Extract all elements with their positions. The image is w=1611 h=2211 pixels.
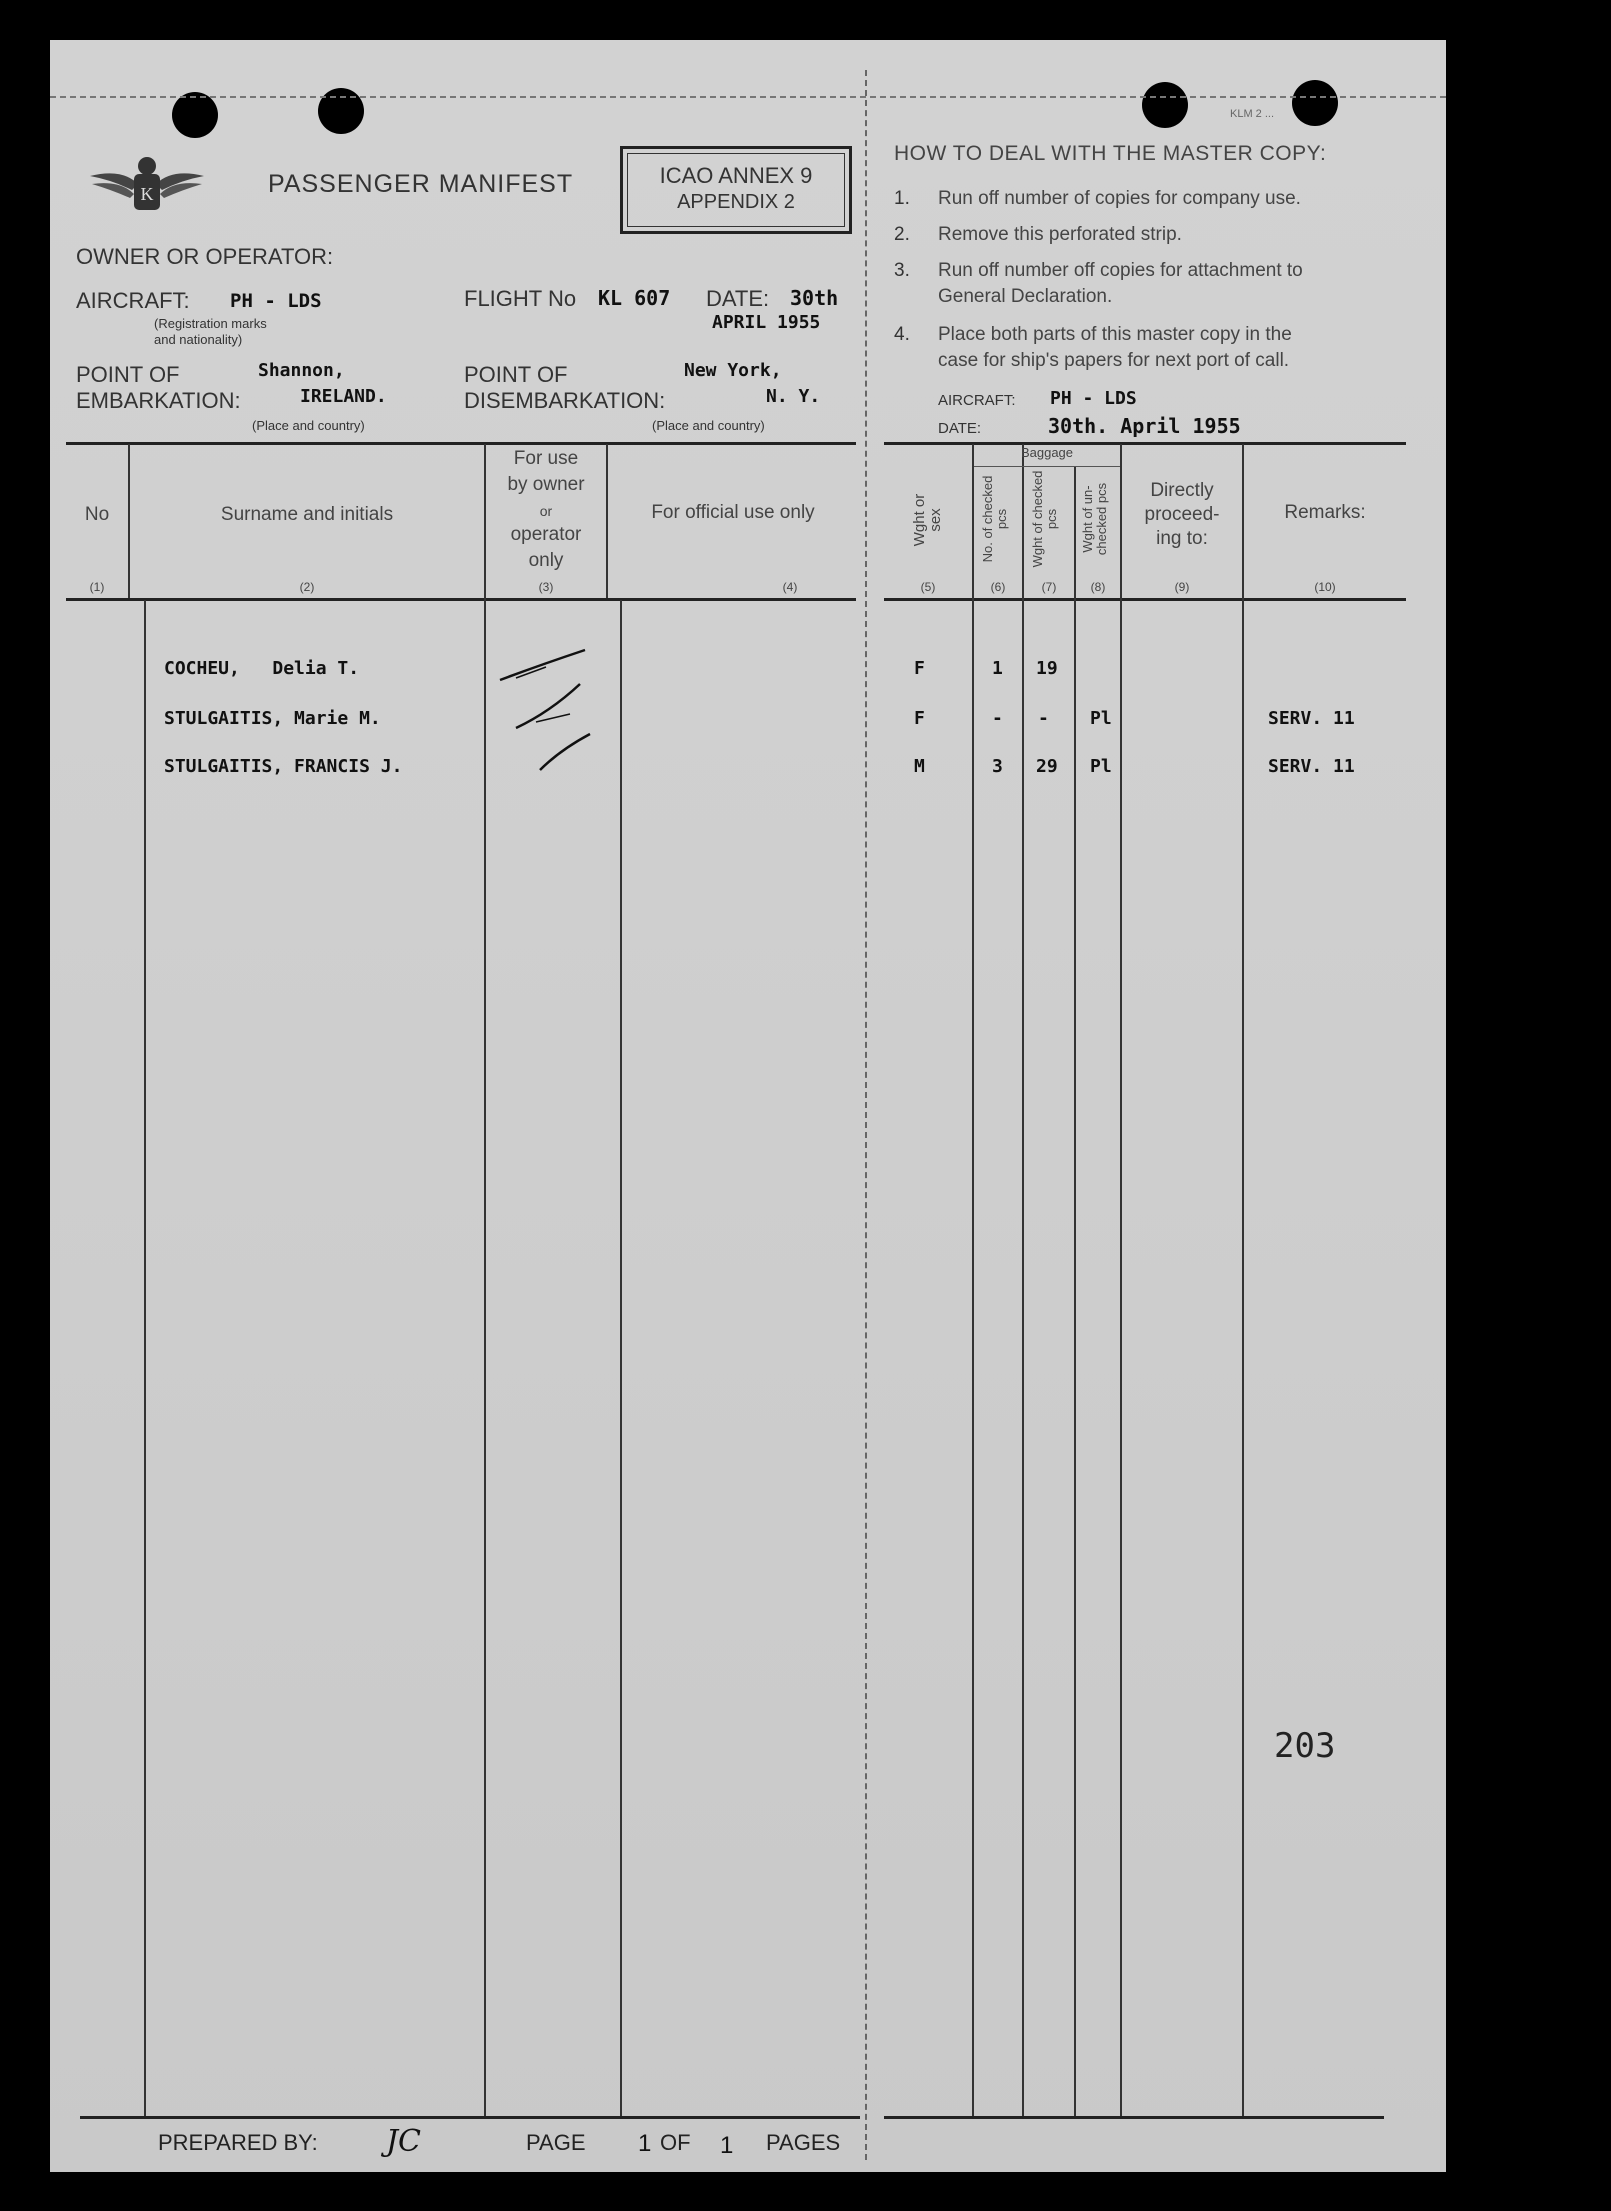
page-stamp-number: 203 [1274,1726,1336,1766]
manifest-paper [50,40,1446,2172]
page-value: 1 [638,2130,652,2157]
aircraft-note: and nationality) [154,332,243,347]
punch-hole [1292,80,1338,126]
col-number: (6) [990,580,1006,594]
passenger-checked-pcs: - [992,708,1003,729]
aircraft-value: PH - LDS [230,290,322,312]
passenger-checked-wght: 29 [1036,756,1058,777]
col-header-directly-line: ing to: [1156,528,1208,549]
disembarkation-place: New York, [684,360,782,381]
page-label: PAGE [526,2130,586,2155]
col-header-owner-use-line: operator [510,524,582,545]
passenger-checked-pcs: 1 [992,658,1003,679]
instruction-text: General Declaration. [938,286,1113,307]
check-marks [450,620,630,820]
col-header-owner-use-line: by owner [507,474,585,495]
instruction-num: 3. [894,260,910,281]
col-number: (2) [299,580,315,594]
col-header-owner-use-line: For use [513,448,579,469]
perforation-top [50,96,1446,98]
passenger-remarks: SERV. 11 [1268,708,1355,729]
instruction-num: 4. [894,324,910,345]
icao-box [620,146,852,234]
instruction-num: 2. [894,224,910,245]
passenger-unchecked: Pl [1090,756,1112,777]
svg-text:K: K [140,184,154,204]
column-divider [144,600,146,2116]
passenger-checked-wght: - [1038,708,1049,729]
passenger-checked-wght: 19 [1036,658,1058,679]
passenger-checked-pcs: 3 [992,756,1003,777]
col-number: (7) [1041,580,1057,594]
col-number: (4) [782,580,798,594]
col-header-surname: Surname and initials [220,504,394,525]
col-number: (10) [1314,580,1336,594]
flight-date-label: DATE: [706,286,770,311]
column-divider [1022,444,1024,2116]
instruction-num: 1. [894,188,910,209]
strip-date-value: 30th. April 1955 [1048,414,1241,438]
embarkation-note: (Place and country) [252,418,365,433]
instruction-text: Remove this perforated strip. [938,224,1182,245]
form-code: KLM 2 ... [1230,108,1275,120]
col-header-directly-line: proceed- [1144,504,1220,525]
punch-hole [318,88,364,134]
col-header-owner-use-line: only [528,550,564,571]
of-label: OF [660,2130,691,2155]
aircraft-note: (Registration marks [154,316,267,331]
pages-label: PAGES [766,2130,841,2155]
instruction-text: case for ship's papers for next port of call. [938,350,1290,371]
embarkation-label: EMBARKATION: [76,388,241,413]
disembarkation-label: POINT OF [464,362,568,387]
icao-appendix: APPENDIX 2 [677,191,795,213]
passenger-remarks: SERV. 11 [1268,756,1355,777]
embarkation-label: POINT OF [76,362,180,387]
prepared-by-label: PREPARED BY: [158,2130,318,2155]
flight-date: APRIL 1955 [712,312,821,333]
flight-label: FLIGHT No [464,286,577,311]
passenger-unchecked: Pl [1090,708,1112,729]
col-header-checked-wght: Wght of checked pcs [1030,470,1059,568]
disembarkation-state: N. Y. [766,386,821,407]
table-top-rule [66,442,856,445]
col-number: (9) [1174,580,1190,594]
passenger-name: STULGAITIS, Marie M. [164,708,381,729]
instruction-text: Run off number of copies for company use. [938,188,1301,209]
col-header-owner-use-line: or [539,503,553,519]
disembarkation-note: (Place and country) [652,418,765,433]
instruction-text: Place both parts of this master copy in the [938,324,1292,345]
col-header-checked-pcs: No. of checked pcs [980,475,1009,563]
col-number: (8) [1090,580,1106,594]
passenger-sex: F [914,658,925,679]
owner-operator-label: OWNER OR OPERATOR: [76,244,334,269]
flight-number: KL 607 [598,286,671,310]
of-value: 1 [720,2132,734,2159]
flight-date: 30th [790,286,839,310]
col-number: (5) [920,580,936,594]
table-header-rule [884,598,1406,601]
form-title: PASSENGER MANIFEST [268,170,574,198]
col-header-official: For official use only [651,502,815,523]
col-header-unchecked: Wght of un-checked pcs [1080,482,1109,556]
table-header-rule [66,598,856,601]
col-header-directly-line: Directly [1150,480,1214,501]
passenger-sex: F [914,708,925,729]
col-number: (3) [538,580,554,594]
aircraft-label: AIRCRAFT: [76,288,190,313]
passenger-sex: M [914,756,925,777]
column-divider [1074,466,1076,2116]
prepared-by-initials: JC [386,2124,421,2159]
icao-annex: ICAO ANNEX 9 [659,163,813,188]
column-divider [972,444,974,2116]
punch-hole [172,92,218,138]
disembarkation-label: DISEMBARKATION: [464,388,666,413]
col-header-no: No [84,504,110,525]
col-header-remarks: Remarks: [1284,502,1366,523]
passenger-name: STULGAITIS, FRANCIS J. [164,756,403,777]
table-bottom-rule [80,2116,860,2119]
column-divider [620,600,622,2116]
strip-aircraft-value: PH - LDS [1050,388,1137,409]
table-bottom-rule [884,2116,1384,2119]
col-number: (1) [89,580,105,594]
instructions-title: HOW TO DEAL WITH THE MASTER COPY: [894,142,1327,165]
instruction-text: Run off number off copies for attachment to [938,260,1303,281]
embarkation-place: Shannon, [258,360,345,381]
strip-aircraft-label: AIRCRAFT: [938,392,1016,409]
col-header-baggage: Baggage [1020,445,1074,460]
klm-crown-logo-icon [82,150,212,222]
strip-date-label: DATE: [938,420,982,437]
column-divider [1120,444,1122,2116]
embarkation-country: IRELAND. [300,386,387,407]
table-top-rule [884,442,1406,445]
passenger-name: COCHEU, Delia T. [164,658,360,679]
perforation-strip [865,70,867,2160]
baggage-rule [974,466,1120,467]
col-header-weight-sex: Wght or sex [911,493,944,547]
column-divider [1242,444,1244,2116]
punch-hole [1142,82,1188,128]
